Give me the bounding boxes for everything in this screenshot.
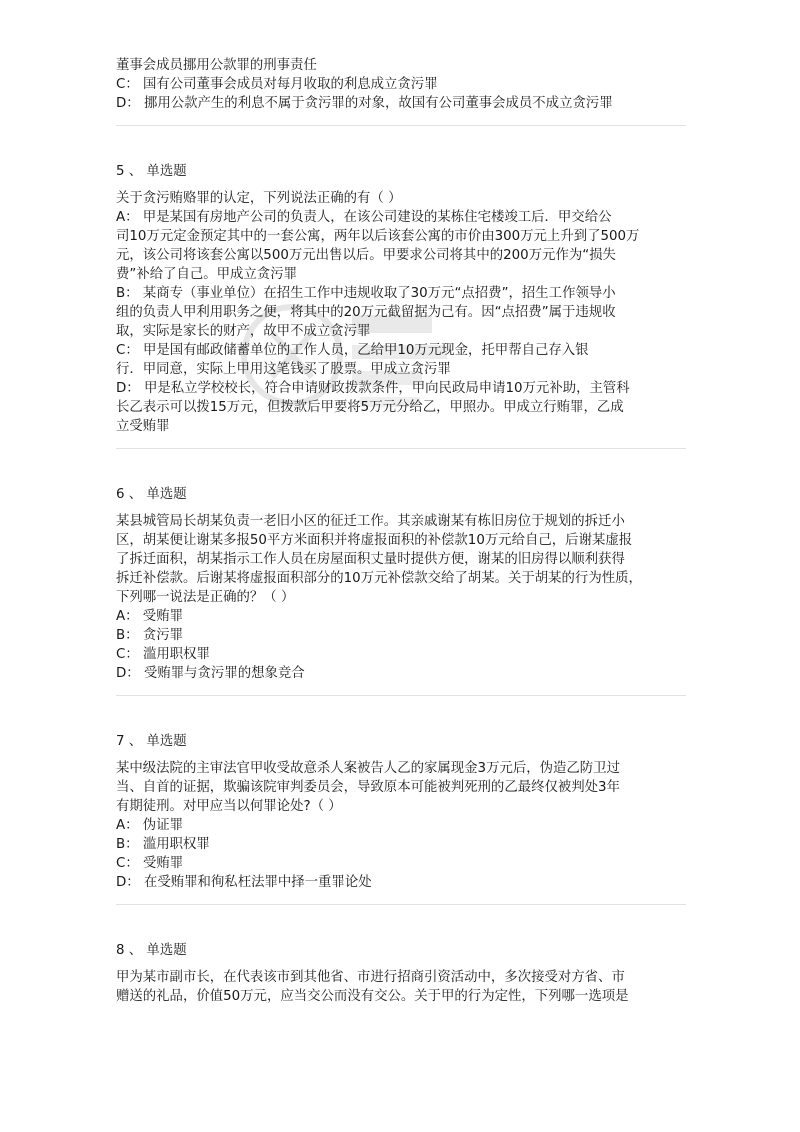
option-c: C： 国有公司董事会成员对每月收取的利息成立贪污罪 <box>116 77 438 92</box>
option-c: C： 甲是国有邮政储蓄单位的工作人员，乙给甲10万元现金，托甲帮自己存入银 <box>116 343 589 358</box>
question-5 <box>116 162 686 436</box>
separator <box>116 125 686 126</box>
question-header: 5 、 单选题 <box>116 164 187 179</box>
option-c: C： 滥用职权罪 <box>116 647 210 662</box>
option-c-cont: 行．甲同意，实际上甲用这笔钱买了股票。甲成立贪污罪 <box>116 362 451 377</box>
question-7 <box>116 732 686 892</box>
option-b-cont: 组的负责人甲利用职务之便，将其中的20万元截留据为己有。因“点招费”属于违规收 <box>116 305 616 320</box>
question-6 <box>116 485 686 683</box>
option-d-cont: 立受贿罪 <box>116 419 170 434</box>
question-header: 7 、 单选题 <box>116 734 187 749</box>
question-stem: 下列哪一说法是正确的？（ ） <box>116 590 295 605</box>
option-b: B： 滥用职权罪 <box>116 837 210 852</box>
option-b: B： 贪污罪 <box>116 628 184 643</box>
option-d: D： 甲是私立学校校长，符合申请财政拨款条件，甲向民政局申请10万元补助，主管科 <box>116 381 630 396</box>
option-c: C： 受贿罪 <box>116 856 184 871</box>
question-header: 8 、 单选题 <box>116 943 187 958</box>
question-8 <box>116 941 686 1006</box>
separator <box>116 695 686 696</box>
question-stem: 关于贪污贿赂罪的认定，下列说法正确的有（ ） <box>116 191 402 206</box>
option-a: A： 甲是某国有房地产公司的负责人，在该公司建设的某栋住宅楼竣工后．甲交给公 <box>116 210 612 225</box>
question-stem: 某中级法院的主审法官甲收受故意杀人案被告人乙的家属现金3万元后，伪造乙防卫过 <box>116 761 620 776</box>
separator <box>116 904 686 905</box>
option-b-cont: 取，实际是家长的财产，故甲不成立贪污罪 <box>116 324 371 339</box>
option-d-cont: 长乙表示可以拨15万元，但拨款后甲要将5万元分给乙，甲照办。甲成立行贿罪，乙成 <box>116 400 624 415</box>
option-a: A： 伪证罪 <box>116 818 183 833</box>
question-stem: 当、自首的证据，欺骗该院审判委员会，导致原本可能被判死刑的乙最终仅被判处3年 <box>116 780 620 795</box>
question-stem: 了拆迁面积，胡某指示工作人员在房屋面积丈量时提供方便，谢某的旧房得以顺利获得 <box>116 552 625 567</box>
option-a-cont: 费”补给了自己。甲成立贪污罪 <box>116 267 298 282</box>
question-stem: 某县城管局长胡某负责一老旧小区的征迁工作。其亲戚谢某有栋旧房位于规划的拆迁小 <box>116 514 625 529</box>
question-header: 6 、 单选题 <box>116 487 187 502</box>
question-stem: 甲为某市副市长，在代表该市到其他省、市进行招商引资活动中，多次接受对方省、市 <box>116 970 625 985</box>
option-a-cont: 司10万元定金预定其中的一套公寓，两年以后该套公寓的市价由300万元上升到了500万 <box>116 229 640 244</box>
question-stem: 拆迁补偿款。后谢某将虚报面积部分的10万元补偿款交给了胡某。关于胡某的行为性质， <box>116 571 642 586</box>
option-d: D： 挪用公款产生的利息不属于贪污罪的对象，故国有公司董事会成员不成立贪污罪 <box>116 96 613 111</box>
question-stem: 区，胡某便让谢某多报50平方米面积并将虚报面积的补偿款10万元给自己，后谢某虚报 <box>116 533 633 548</box>
option-b: B： 某商专（事业单位）在招生工作中违规收取了30万元“点招费”，招生工作领导小 <box>116 286 616 301</box>
document-page <box>116 56 686 1006</box>
question-stem: 赠送的礼品，价值50万元，应当交公而没有交公。关于甲的行为定性，下列哪一选项是 <box>116 989 629 1004</box>
option-a-cont: 元，该公司将该套公寓以500万元出售以后。甲要求公司将其中的200万元作为“损失 <box>116 248 616 263</box>
option-d: D： 在受贿罪和徇私枉法罪中择一重罪论处 <box>116 875 372 890</box>
option-d: D： 受贿罪与贪污罪的想象竞合 <box>116 666 305 681</box>
question-stem: 有期徒刑。对甲应当以何罪论处?（ ） <box>116 799 342 814</box>
option-a: A： 受贿罪 <box>116 609 183 624</box>
top-fragment <box>116 56 686 113</box>
fragment-line: 董事会成员挪用公款罪的刑事责任 <box>116 58 317 73</box>
separator <box>116 448 686 449</box>
